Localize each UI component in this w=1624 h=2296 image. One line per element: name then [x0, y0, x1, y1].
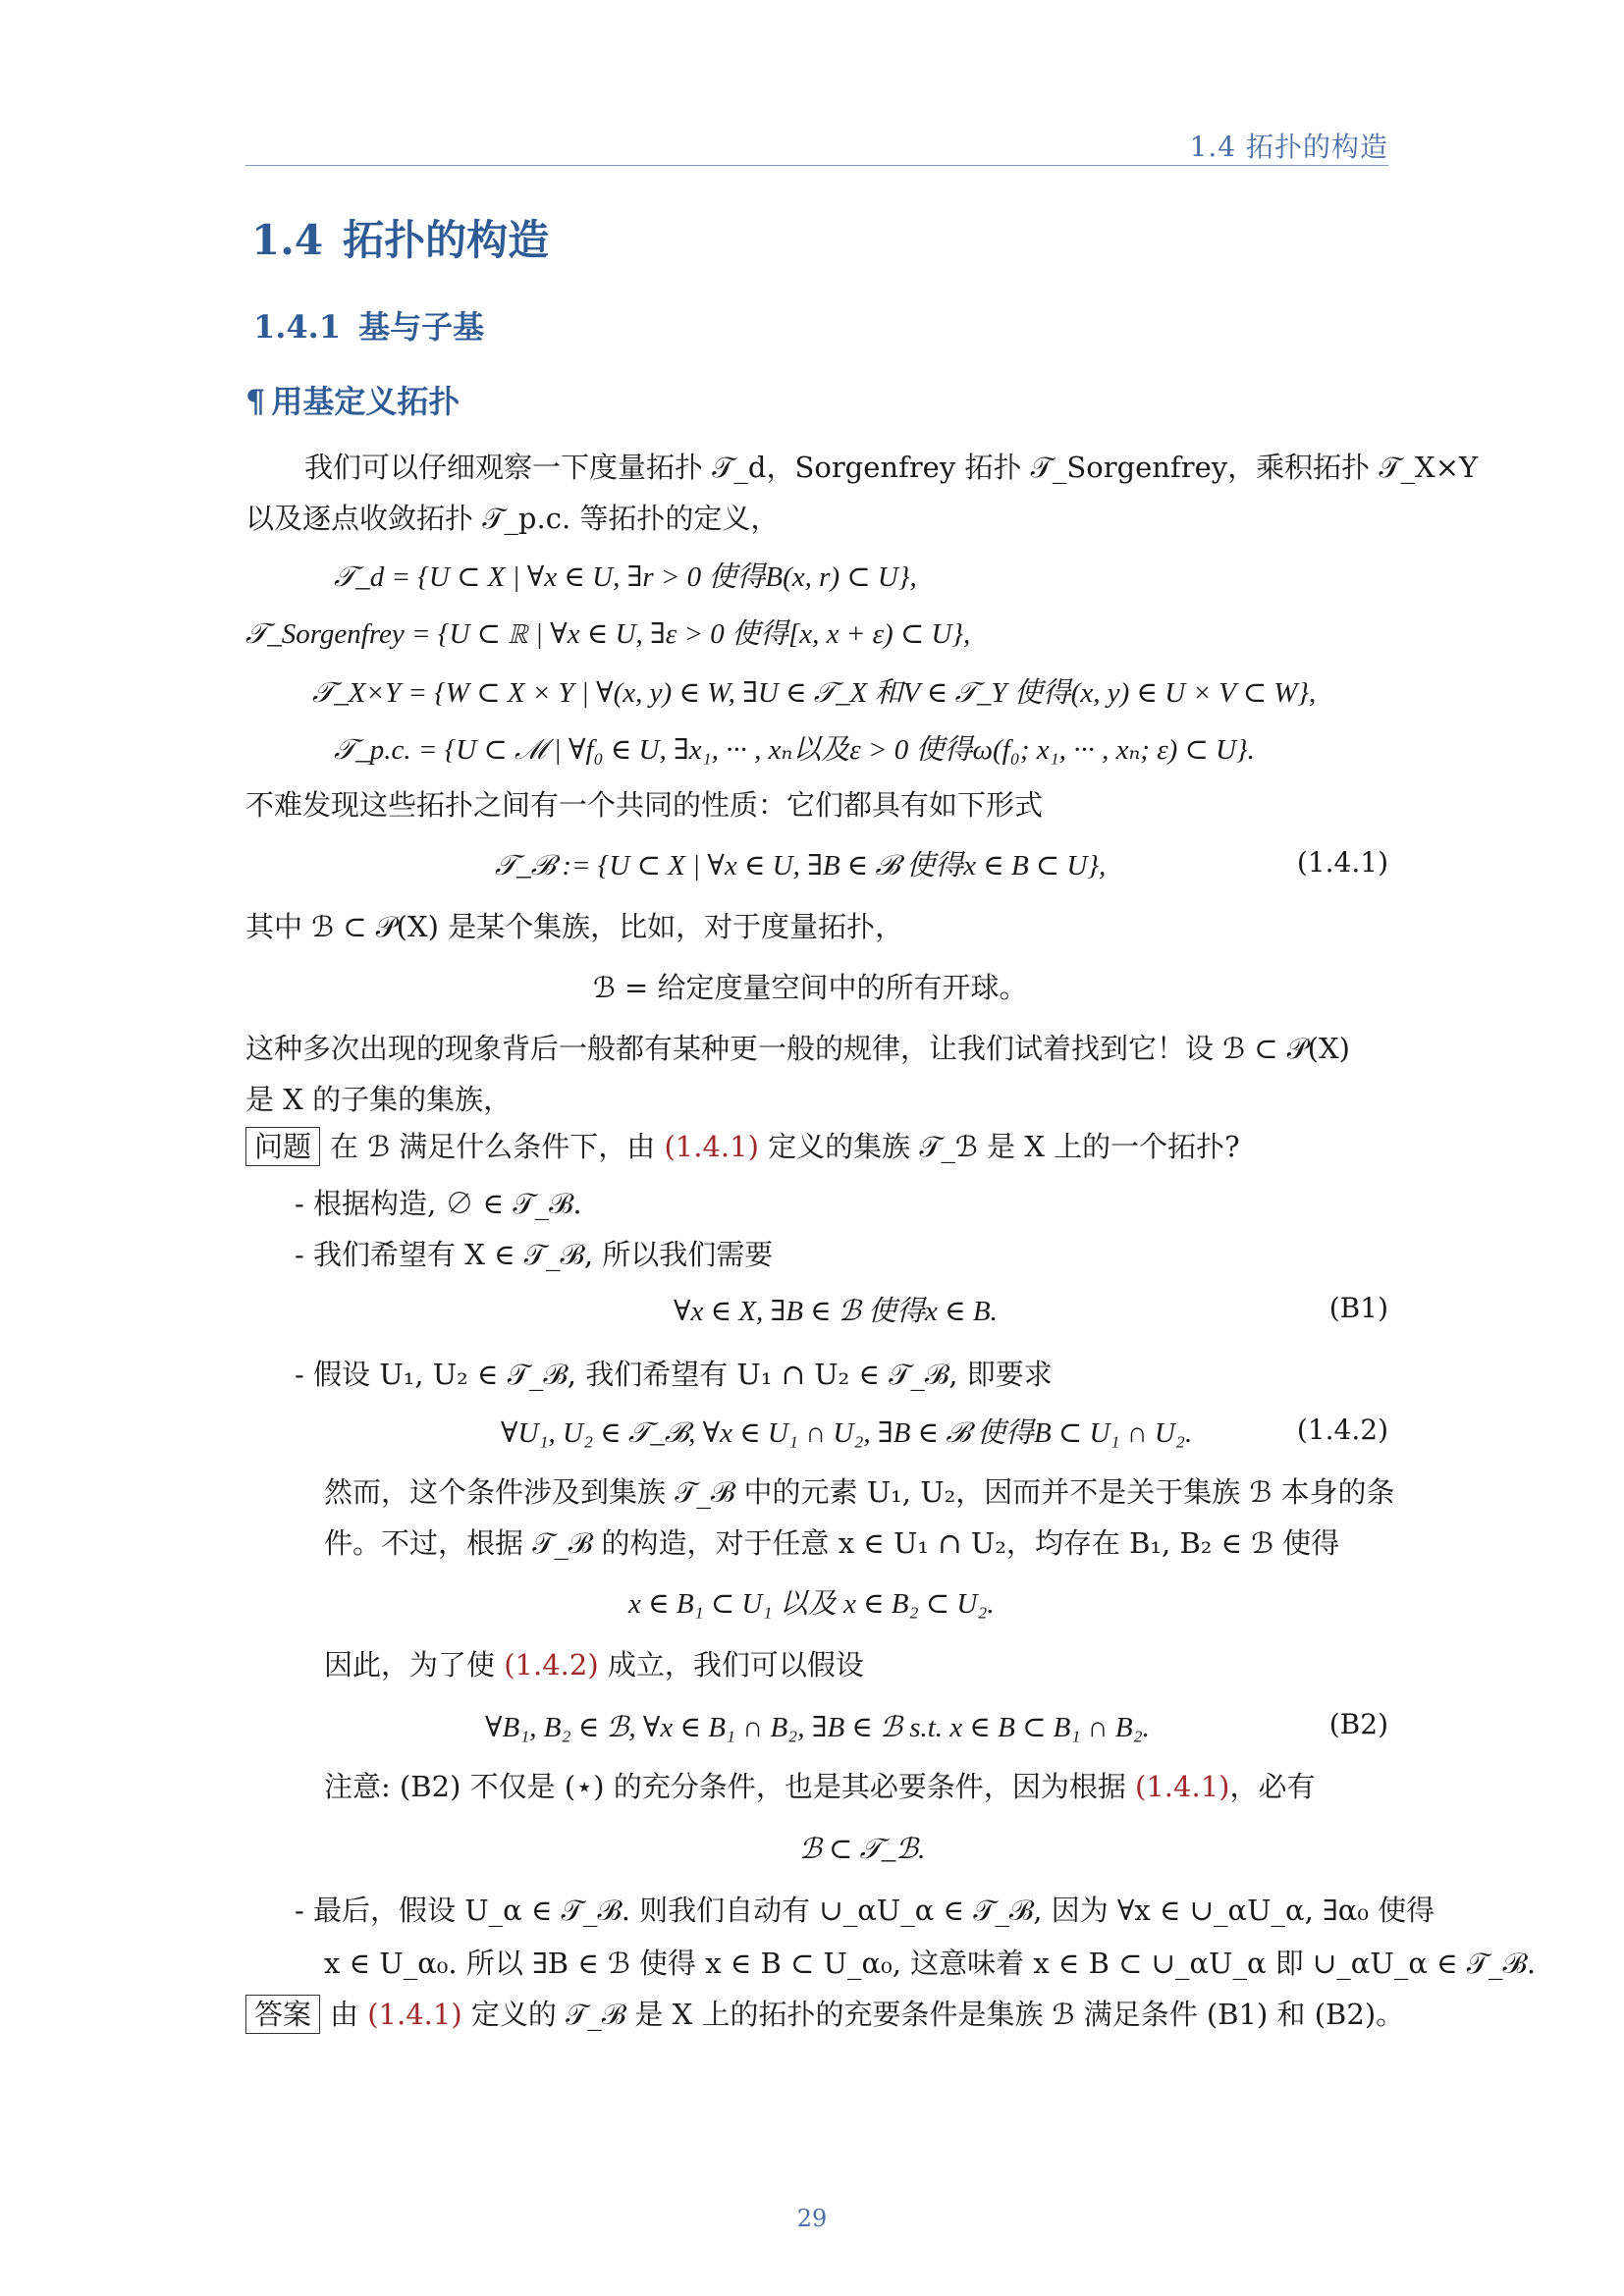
text-line-p1b: 以及逐点收敛拓扑 𝒯_p.c. 等拓扑的定义，: [245, 502, 780, 535]
subsection-number: 1.4.1: [253, 308, 342, 346]
p6-pre: 因此，为了使: [324, 1648, 505, 1682]
running-header: 1.4 拓扑的构造: [1189, 131, 1388, 163]
equation-1-4-1: 𝒯_ℬ := {U ⊂ X | ∀x ∈ U, ∃B ∈ ℬ 使得x ∈ B ⊂ U},: [495, 850, 1107, 881]
question-line: [245, 1127, 1240, 1166]
section-title-text: 拓扑的构造: [343, 216, 550, 264]
p7-pre: 注意: (B2) 不仅是 (⋆) 的充分条件，也是其必要条件，因为根据: [324, 1770, 1136, 1803]
equation-ref-link[interactable]: (1.4.2): [504, 1648, 599, 1682]
text-line-p1a: 我们可以仔细观察一下度量拓扑 𝒯_d，Sorgenfrey 拓扑 𝒯_Sorgenfrey，乘积拓扑 𝒯_X×Y: [304, 451, 1479, 484]
question-label-box: 问题: [245, 1127, 320, 1166]
equation-open-balls: ℬ = 给定度量空间中的所有开球。: [593, 971, 1028, 1004]
answer-post: 定义的 𝒯_ℬ 是 X 上的拓扑的充要条件是集族 ℬ 满足条件 (B1) 和 (B2)。: [461, 1998, 1405, 2031]
equation-1-4-2: ∀U₁, U₂ ∈ 𝒯_ℬ, ∀x ∈ U₁ ∩ U₂, ∃B ∈ ℬ 使得B ⊂ U₁ ∩ U₂.: [501, 1417, 1193, 1449]
equation-x-in-B: x ∈ B₁ ⊂ U₁ 以及 x ∈ B₂ ⊂ U₂.: [628, 1588, 995, 1620]
text-line-p2: 不难发现这些拓扑之间有一个共同的性质：它们都具有如下形式: [245, 788, 1044, 822]
text-line-p5b: 件。不过，根据 𝒯_ℬ 的构造，对于任意 x ∈ U₁ ∩ U₂，均存在 B₁, B₂ ∈ ℬ 使得: [324, 1526, 1340, 1560]
question-post: 定义的集族 𝒯_ℬ 是 X 上的一个拓扑?: [758, 1130, 1240, 1163]
bullet-x-in-topology: - 我们希望有 X ∈ 𝒯_ℬ, 所以我们需要: [295, 1238, 774, 1271]
equation-number-B1: (B1): [1328, 1292, 1388, 1324]
bullet-union-b: x ∈ U_α₀. 所以 ∃B ∈ ℬ 使得 x ∈ B ⊂ U_α₀, 这意味着 x ∈ B ⊂ ∪_αU_α 即 ∪_αU_α ∈ 𝒯_ℬ.: [324, 1947, 1537, 1980]
text-line-p4b: 是 X 的子集的集族，: [245, 1083, 513, 1116]
equation-sorgenfrey-topology: 𝒯_Sorgenfrey = {U ⊂ ℝ | ∀x ∈ U, ∃ε > 0 使得[x, x + ε) ⊂ U},: [245, 618, 971, 650]
subsection-title: [253, 302, 484, 347]
equation-ref-link[interactable]: (1.4.1): [664, 1130, 759, 1163]
subsection-title-text: 基与子基: [358, 308, 485, 346]
text-line-p7: [324, 1767, 1315, 1806]
bullet-intersection: - 假设 U₁, U₂ ∈ 𝒯_ℬ, 我们希望有 U₁ ∩ U₂ ∈ 𝒯_ℬ, 即要求: [295, 1358, 1053, 1391]
page-number: 29: [796, 2205, 828, 2232]
answer-pre: 由: [330, 1998, 368, 2031]
text-line-p5a: 然而，这个条件涉及到集族 𝒯_ℬ 中的元素 U₁, U₂，因而并不是关于集族 ℬ 本身的条: [324, 1475, 1395, 1509]
bullet-union-a: - 最后，假设 U_α ∈ 𝒯_ℬ. 则我们自动有 ∪_αU_α ∈ 𝒯_ℬ, 因为 ∀x ∈ ∪_αU_α, ∃α₀ 使得: [295, 1894, 1435, 1927]
text-line-p3: 其中 ℬ ⊂ 𝒫(X) 是某个集族，比如，对于度量拓扑，: [245, 910, 904, 943]
pilcrow-icon: ¶: [245, 383, 266, 420]
p6-post: 成立，我们可以假设: [598, 1648, 864, 1682]
answer-line: [245, 1995, 1404, 2034]
equation-B2: ∀B₁, B₂ ∈ ℬ, ∀x ∈ B₁ ∩ B₂, ∃B ∈ ℬ s.t. x ∈ B ⊂ B₁ ∩ B₂.: [485, 1712, 1150, 1743]
equation-number-1-4-2: (1.4.2): [1296, 1414, 1388, 1446]
equation-B-subset: ℬ ⊂ 𝒯_ℬ.: [799, 1834, 926, 1865]
equation-metric-topology: 𝒯_d = {U ⊂ X | ∀x ∈ U, ∃r > 0 使得B(x, r) ⊂ U},: [334, 561, 917, 593]
equation-product-topology: 𝒯_X×Y = {W ⊂ X × Y | ∀(x, y) ∈ W, ∃U ∈ 𝒯_X 和V ∈ 𝒯_Y 使得(x, y) ∈ U × V ⊂ W},: [312, 677, 1317, 709]
answer-label-box: 答案: [245, 1995, 320, 2034]
question-pre: 在 ℬ 满足什么条件下，由: [330, 1130, 665, 1163]
equation-pointwise-topology: 𝒯_p.c. = {U ⊂ ℳ | ∀f₀ ∈ U, ∃x₁, ··· , xₙ以及ε > 0 使得ω(f₀; x₁, ··· , xₙ; ε) ⊂ U}.: [334, 734, 1255, 766]
header-rule: [245, 165, 1388, 166]
paragraph-heading: [245, 377, 460, 422]
section-number: 1.4: [251, 216, 324, 264]
text-line-p4a: 这种多次出现的现象背后一般都有某种更一般的规律，让我们试着找到它！设 ℬ ⊂ 𝒫(X): [245, 1032, 1350, 1065]
equation-ref-link[interactable]: (1.4.1): [1135, 1770, 1230, 1803]
equation-B1: ∀x ∈ X, ∃B ∈ ℬ 使得x ∈ B.: [674, 1296, 998, 1327]
equation-number-1-4-1: (1.4.1): [1296, 846, 1388, 879]
bullet-empty-set: - 根据构造, ∅ ∈ 𝒯_ℬ.: [295, 1187, 582, 1220]
text-line-p6: [324, 1645, 864, 1684]
p7-post: ，必有: [1229, 1770, 1316, 1803]
section-title: [251, 208, 549, 267]
equation-number-B2: (B2): [1328, 1708, 1388, 1740]
equation-ref-link[interactable]: (1.4.1): [367, 1998, 462, 2031]
paragraph-heading-text: 用基定义拓扑: [271, 383, 460, 420]
